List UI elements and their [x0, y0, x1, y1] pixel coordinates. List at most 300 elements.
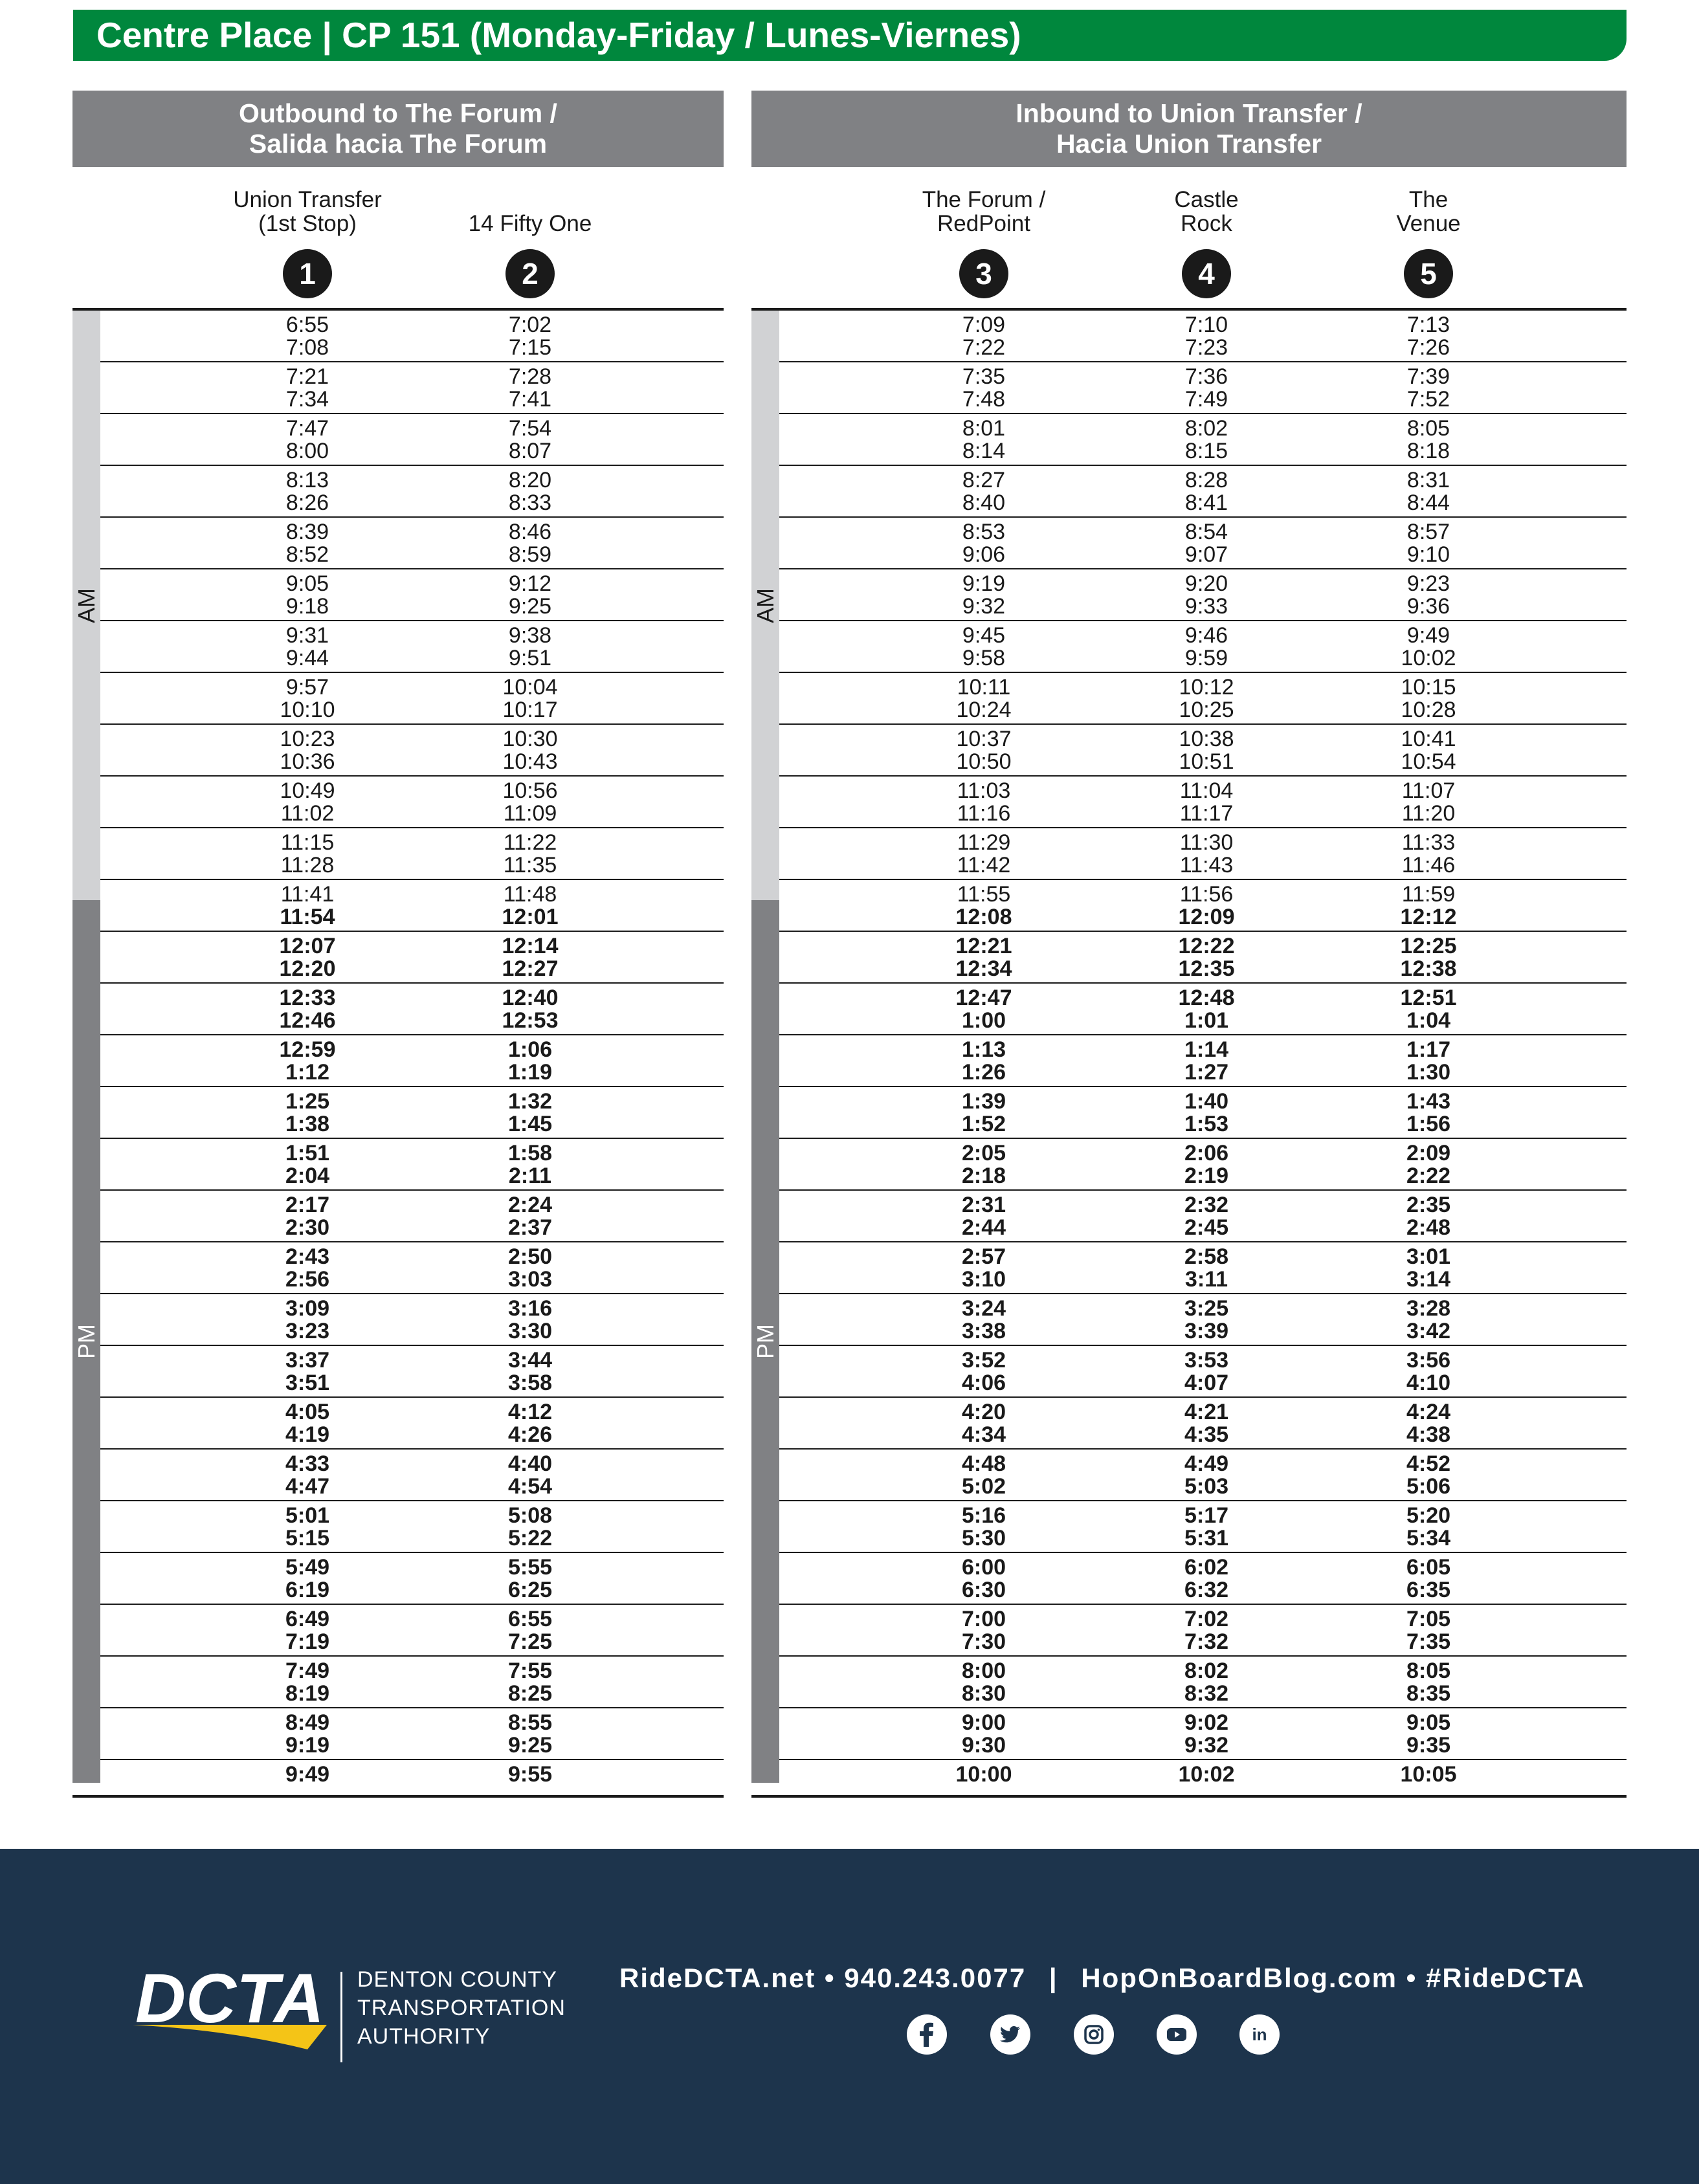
- stop-number-badge: 2: [505, 249, 555, 298]
- departure-time: 2:44: [961, 1215, 1006, 1240]
- departure-time: 2:45: [1184, 1215, 1229, 1240]
- time-cell: [1142, 521, 1271, 566]
- departure-time: 4:19: [285, 1422, 330, 1447]
- facebook-icon[interactable]: [907, 2014, 947, 2055]
- pipe-separator: |: [1049, 1963, 1058, 1993]
- departure-time: 1:56: [1406, 1112, 1451, 1136]
- table-row: [779, 1398, 1627, 1450]
- departure-time: 1:52: [961, 1112, 1006, 1136]
- departure-time: 7:32: [1184, 1629, 1229, 1654]
- time-cell: [243, 883, 372, 929]
- table-row: [779, 1708, 1627, 1760]
- table-row: [100, 777, 724, 828]
- departure-time: 4:05: [285, 1400, 330, 1424]
- time-cell: [919, 573, 1049, 618]
- time-cell: [465, 1246, 595, 1291]
- table-row: [100, 932, 724, 984]
- departure-time: 10:56: [502, 778, 558, 803]
- departure-time: 2:17: [285, 1193, 330, 1217]
- departure-time: 3:24: [961, 1296, 1006, 1321]
- time-cell: [1364, 573, 1493, 618]
- departure-time: 12:46: [279, 1008, 336, 1033]
- table-row: [779, 1501, 1627, 1553]
- departure-time: 8:25: [507, 1681, 553, 1706]
- inbound-rows: [779, 311, 1627, 1795]
- departure-time: 1:19: [507, 1060, 553, 1085]
- time-cell: [243, 1297, 372, 1343]
- time-cell: [1364, 780, 1493, 825]
- time-cell: [919, 1246, 1049, 1291]
- time-cell: [465, 935, 595, 980]
- departure-time: 5:20: [1406, 1503, 1451, 1528]
- time-cell: [1142, 1660, 1271, 1705]
- departure-time: 9:05: [285, 571, 329, 596]
- dcta-logo[interactable]: [133, 1965, 327, 2062]
- time-cell: [243, 676, 372, 722]
- time-cell: [1142, 624, 1271, 670]
- table-row: [779, 932, 1627, 984]
- departure-time: 11:09: [503, 801, 557, 826]
- time-cell: [1142, 935, 1271, 980]
- time-cell: [243, 1349, 372, 1395]
- departure-time: 11:15: [280, 830, 335, 855]
- departure-time: 11:20: [1401, 801, 1456, 826]
- page-title: Centre Place | CP 151 (Monday-Friday / Lunes-Viernes): [73, 10, 1627, 61]
- table-row: [100, 1242, 724, 1294]
- departure-time: 7:10: [1184, 313, 1228, 337]
- departure-time: 9:20: [1184, 571, 1228, 596]
- departure-time: 11:07: [1401, 778, 1456, 803]
- time-cell: [1364, 1453, 1493, 1498]
- departure-time: 8:39: [285, 520, 329, 544]
- time-cell: [1364, 1246, 1493, 1291]
- departure-time: 12:27: [502, 956, 559, 981]
- departure-time: 2:09: [1406, 1141, 1451, 1165]
- departure-time: 11:22: [503, 830, 557, 855]
- time-cell: [243, 417, 372, 463]
- departure-time: 2:11: [508, 1164, 552, 1188]
- departure-time: 8:05: [1406, 1659, 1451, 1683]
- website-link[interactable]: RideDCTA.net: [619, 1963, 816, 1993]
- departure-time: 1:26: [961, 1060, 1006, 1085]
- time-cell: [919, 676, 1049, 722]
- departure-time: 12:59: [279, 1037, 336, 1062]
- departure-time: 9:00: [961, 1710, 1006, 1735]
- departure-time: 10:28: [1401, 698, 1456, 722]
- time-cell: [465, 366, 595, 411]
- time-cell: [919, 469, 1049, 514]
- departure-time: 10:54: [1401, 749, 1456, 774]
- time-cell: [1142, 1194, 1271, 1239]
- departure-time: 7:00: [961, 1607, 1006, 1631]
- departure-time: 2:19: [1184, 1164, 1229, 1188]
- departure-time: 5:34: [1406, 1526, 1451, 1550]
- departure-time: 7:47: [285, 416, 329, 441]
- departure-time: 8:31: [1406, 468, 1450, 492]
- inbound-heading-line: Hacia Union Transfer: [1056, 129, 1322, 159]
- time-cell: [1364, 1090, 1493, 1136]
- departure-time: 2:31: [961, 1193, 1006, 1217]
- table-row: [100, 569, 724, 621]
- departure-time: 10:50: [956, 749, 1012, 774]
- departure-time: 6:35: [1406, 1578, 1451, 1602]
- departure-time: 2:48: [1406, 1215, 1451, 1240]
- departure-time: 3:56: [1406, 1348, 1451, 1373]
- departure-time: 11:16: [957, 801, 1011, 826]
- time-cell: [919, 728, 1049, 773]
- time-cell: [465, 1556, 595, 1602]
- outbound-heading-line: Salida hacia The Forum: [249, 129, 548, 159]
- departure-time: 12:21: [955, 934, 1012, 958]
- table-row: [100, 1450, 724, 1501]
- departure-time: 11:17: [1179, 801, 1234, 826]
- time-cell: [243, 935, 372, 980]
- departure-time: 9:19: [285, 1733, 330, 1758]
- inbound-heading-line: Inbound to Union Transfer /: [1016, 98, 1362, 128]
- departure-time: 10:24: [956, 698, 1012, 722]
- time-cell: [465, 521, 595, 566]
- table-row: [100, 1657, 724, 1708]
- departure-time: 9:18: [285, 594, 329, 619]
- departure-time: 9:25: [508, 594, 552, 619]
- departure-time: 1:06: [507, 1037, 553, 1062]
- time-cell: [1142, 1556, 1271, 1602]
- departure-time: 11:28: [280, 853, 335, 877]
- agency-name: [357, 1965, 566, 2051]
- pm-label: PM: [751, 1323, 779, 1359]
- departure-time: 1:00: [961, 1008, 1006, 1033]
- table-row: [100, 1553, 724, 1605]
- stop-name-line: Union Transfer: [233, 187, 382, 212]
- stop-number-badge: 5: [1404, 249, 1453, 298]
- table-row: [100, 1501, 724, 1553]
- departure-time: 7:28: [508, 364, 552, 389]
- departure-time: 1:04: [1406, 1008, 1451, 1033]
- time-cell: [1142, 1246, 1271, 1291]
- departure-time: 3:53: [1184, 1348, 1229, 1373]
- stop-the-venue: [1305, 167, 1551, 308]
- instagram-icon[interactable]: [1074, 2014, 1114, 2055]
- departure-time: 7:21: [285, 364, 329, 389]
- departure-time: 8:54: [1184, 520, 1228, 544]
- departure-time: 3:14: [1406, 1267, 1451, 1292]
- time-cell: [1142, 469, 1271, 514]
- departure-time: 7:48: [962, 387, 1006, 412]
- time-cell: [919, 521, 1049, 566]
- departure-time: 3:38: [961, 1319, 1006, 1343]
- departure-time: 5:49: [285, 1555, 330, 1580]
- departure-time: 8:05: [1406, 416, 1450, 441]
- departure-time: 10:25: [1179, 698, 1234, 722]
- time-cell: [1142, 1349, 1271, 1395]
- departure-time: 5:06: [1406, 1474, 1451, 1499]
- table-row: [100, 414, 724, 466]
- linkedin-icon[interactable]: [1239, 2014, 1280, 2055]
- time-cell: [465, 1763, 595, 1786]
- time-cell: [465, 1297, 595, 1343]
- departure-time: 1:01: [1184, 1008, 1229, 1033]
- departure-time: 9:36: [1406, 594, 1450, 619]
- departure-time: 10:12: [1179, 675, 1234, 700]
- table-row: [779, 1450, 1627, 1501]
- departure-time: 11:29: [957, 830, 1011, 855]
- departure-time: 7:05: [1406, 1607, 1451, 1631]
- departure-time: 7:49: [1184, 387, 1228, 412]
- time-cell: [465, 314, 595, 359]
- departure-time: 8:00: [285, 439, 329, 463]
- time-cell: [1364, 1142, 1493, 1187]
- departure-time: 9:10: [1406, 542, 1450, 567]
- departure-time: 1:13: [961, 1037, 1006, 1062]
- table-row: [779, 1553, 1627, 1605]
- time-cell: [919, 1505, 1049, 1550]
- time-cell: [1364, 883, 1493, 929]
- table-row: [100, 673, 724, 725]
- departure-time: 10:17: [502, 698, 558, 722]
- departure-time: 2:18: [961, 1164, 1006, 1188]
- departure-time: 4:35: [1184, 1422, 1229, 1447]
- time-cell: [1142, 366, 1271, 411]
- inbound-stops: [751, 167, 1627, 308]
- stop-name-line: (1st Stop): [258, 211, 357, 236]
- departure-time: 4:49: [1184, 1451, 1229, 1476]
- departure-time: 10:36: [280, 749, 335, 774]
- departure-time: 5:01: [285, 1503, 330, 1528]
- departure-time: 8:18: [1406, 439, 1450, 463]
- table-row: [779, 828, 1627, 880]
- departure-time: 4:54: [507, 1474, 553, 1499]
- departure-time: 7:19: [285, 1629, 330, 1654]
- stop-the-forum-redpoint: [861, 167, 1107, 308]
- am-band: [72, 311, 100, 900]
- departure-time: 9:35: [1406, 1733, 1451, 1758]
- table-row: [779, 777, 1627, 828]
- time-cell: [243, 521, 372, 566]
- departure-time: 7:25: [507, 1629, 553, 1654]
- departure-time: 2:24: [507, 1193, 553, 1217]
- time-cell: [465, 1194, 595, 1239]
- departure-time: 9:25: [507, 1733, 553, 1758]
- departure-time: 8:00: [961, 1659, 1006, 1683]
- time-cell: [1364, 314, 1493, 359]
- departure-time: 5:17: [1184, 1503, 1229, 1528]
- time-cell: [243, 1246, 372, 1291]
- table-row: [100, 362, 724, 414]
- table-row: [100, 725, 724, 777]
- time-cell: [465, 1142, 595, 1187]
- departure-time: 11:33: [1401, 830, 1456, 855]
- table-row: [100, 1760, 724, 1795]
- departure-time: 10:43: [502, 749, 558, 774]
- departure-time: 9:45: [962, 623, 1006, 648]
- departure-time: 3:11: [1184, 1267, 1228, 1292]
- departure-time: 8:27: [962, 468, 1006, 492]
- departure-time: 11:03: [957, 778, 1011, 803]
- departure-time: 1:58: [507, 1141, 553, 1165]
- departure-time: 8:07: [508, 439, 552, 463]
- time-cell: [243, 1194, 372, 1239]
- departure-time: 1:40: [1184, 1089, 1229, 1114]
- departure-time: 3:03: [507, 1267, 553, 1292]
- departure-time: 7:36: [1184, 364, 1228, 389]
- departure-time: 6:55: [507, 1607, 553, 1631]
- table-row: [779, 362, 1627, 414]
- departure-time: 7:23: [1184, 335, 1228, 360]
- departure-time: 6:02: [1184, 1555, 1229, 1580]
- departure-time: 7:49: [285, 1659, 330, 1683]
- time-cell: [1364, 521, 1493, 566]
- time-cell: [1142, 1090, 1271, 1136]
- youtube-icon[interactable]: [1157, 2014, 1197, 2055]
- phone-number[interactable]: 940.243.0077: [844, 1963, 1027, 1993]
- time-cell: [465, 1090, 595, 1136]
- departure-time: 4:52: [1406, 1451, 1451, 1476]
- departure-time: 11:04: [1179, 778, 1234, 803]
- departure-time: 6:19: [285, 1578, 330, 1602]
- time-cell: [919, 1763, 1049, 1786]
- departure-time: 4:33: [285, 1451, 330, 1476]
- departure-time: 2:22: [1406, 1164, 1451, 1188]
- stop-14-fifty-one: [407, 167, 653, 308]
- time-cell: [465, 832, 595, 877]
- time-cell: [243, 1763, 372, 1786]
- departure-time: 3:52: [961, 1348, 1006, 1373]
- time-cell: [1364, 1039, 1493, 1084]
- departure-time: 9:32: [1184, 1733, 1229, 1758]
- departure-time: 8:59: [508, 542, 552, 567]
- time-cell: [1142, 1608, 1271, 1653]
- departure-time: 7:39: [1406, 364, 1450, 389]
- outbound-stops: [72, 167, 724, 308]
- time-cell: [919, 1194, 1049, 1239]
- departure-time: 11:42: [957, 853, 1011, 877]
- departure-time: 6:25: [507, 1578, 553, 1602]
- blog-link[interactable]: HopOnBoardBlog.com: [1081, 1963, 1397, 1993]
- stop-name-line: RedPoint: [937, 211, 1030, 236]
- inbound-section: [751, 91, 1627, 1798]
- departure-time: 11:54: [280, 905, 335, 929]
- departure-time: 2:04: [285, 1164, 330, 1188]
- time-cell: [1142, 417, 1271, 463]
- departure-time: 9:51: [508, 646, 552, 670]
- departure-time: 4:26: [507, 1422, 553, 1447]
- departure-time: 4:24: [1406, 1400, 1451, 1424]
- departure-time: 2:56: [285, 1267, 330, 1292]
- time-cell: [919, 417, 1049, 463]
- time-cell: [1364, 1763, 1493, 1786]
- table-row: [100, 1346, 724, 1398]
- departure-time: 5:30: [961, 1526, 1006, 1550]
- time-cell: [243, 987, 372, 1032]
- time-cell: [919, 314, 1049, 359]
- departure-time: 7:54: [508, 416, 552, 441]
- departure-time: 9:32: [962, 594, 1006, 619]
- departure-time: 12:48: [1178, 986, 1235, 1010]
- table-row: [779, 1760, 1627, 1795]
- departure-time: 1:17: [1406, 1037, 1451, 1062]
- agency-name-line: TRANSPORTATION: [357, 1996, 566, 2020]
- departure-time: 2:30: [285, 1215, 330, 1240]
- departure-time: 9:23: [1406, 571, 1450, 596]
- departure-time: 7:55: [507, 1659, 553, 1683]
- departure-time: 4:07: [1184, 1371, 1229, 1395]
- departure-time: 1:25: [285, 1089, 330, 1114]
- departure-time: 12:12: [1400, 905, 1457, 929]
- time-cell: [1364, 469, 1493, 514]
- departure-time: 4:47: [285, 1474, 330, 1499]
- departure-time: 7:15: [508, 335, 552, 360]
- time-cell: [919, 987, 1049, 1032]
- time-cell: [1142, 780, 1271, 825]
- time-cell: [1364, 1608, 1493, 1653]
- outbound-timetable: [72, 308, 724, 1798]
- departure-time: 1:14: [1184, 1037, 1229, 1062]
- time-cell: [1142, 1505, 1271, 1550]
- departure-time: 11:46: [1401, 853, 1456, 877]
- departure-time: 10:15: [1401, 675, 1456, 700]
- time-cell: [919, 1712, 1049, 1757]
- departure-time: 12:38: [1400, 956, 1457, 981]
- time-cell: [1142, 1401, 1271, 1446]
- table-row: [779, 1191, 1627, 1242]
- table-row: [100, 466, 724, 518]
- time-cell: [919, 935, 1049, 980]
- departure-time: 10:10: [280, 698, 335, 722]
- departure-time: 7:22: [962, 335, 1006, 360]
- time-cell: [243, 1608, 372, 1653]
- time-cell: [919, 1297, 1049, 1343]
- table-row: [779, 569, 1627, 621]
- stop-union-transfer: [184, 167, 430, 308]
- table-row: [779, 1294, 1627, 1346]
- departure-time: 8:55: [507, 1710, 553, 1735]
- departure-time: 12:33: [279, 986, 336, 1010]
- departure-time: 2:05: [961, 1141, 1006, 1165]
- departure-time: 9:06: [962, 542, 1006, 567]
- table-row: [779, 1346, 1627, 1398]
- departure-time: 8:53: [962, 520, 1006, 544]
- departure-time: 8:28: [1184, 468, 1228, 492]
- departure-time: 10:37: [956, 727, 1012, 751]
- departure-time: 2:57: [961, 1244, 1006, 1269]
- stop-name-line: Venue: [1396, 211, 1461, 236]
- departure-time: 9:30: [961, 1733, 1006, 1758]
- departure-time: 7:35: [1406, 1629, 1451, 1654]
- time-cell: [243, 1090, 372, 1136]
- departure-time: 6:05: [1406, 1555, 1451, 1580]
- departure-time: 7:02: [508, 313, 552, 337]
- table-row: [779, 984, 1627, 1035]
- departure-time: 1:39: [961, 1089, 1006, 1114]
- time-cell: [1142, 573, 1271, 618]
- departure-time: 5:31: [1184, 1526, 1229, 1550]
- table-row: [100, 1605, 724, 1657]
- departure-time: 3:28: [1406, 1296, 1451, 1321]
- stop-number-badge: 1: [283, 249, 332, 298]
- time-cell: [465, 1039, 595, 1084]
- time-cell: [465, 624, 595, 670]
- twitter-icon[interactable]: [990, 2014, 1030, 2055]
- departure-time: 3:16: [507, 1296, 553, 1321]
- departure-time: 5:08: [507, 1503, 553, 1528]
- table-row: [100, 1708, 724, 1760]
- time-cell: [243, 1039, 372, 1084]
- departure-time: 1:43: [1406, 1089, 1451, 1114]
- departure-time: 12:34: [955, 956, 1012, 981]
- departure-time: 1:27: [1184, 1060, 1229, 1085]
- departure-time: 1:32: [507, 1089, 553, 1114]
- table-row: [100, 1035, 724, 1087]
